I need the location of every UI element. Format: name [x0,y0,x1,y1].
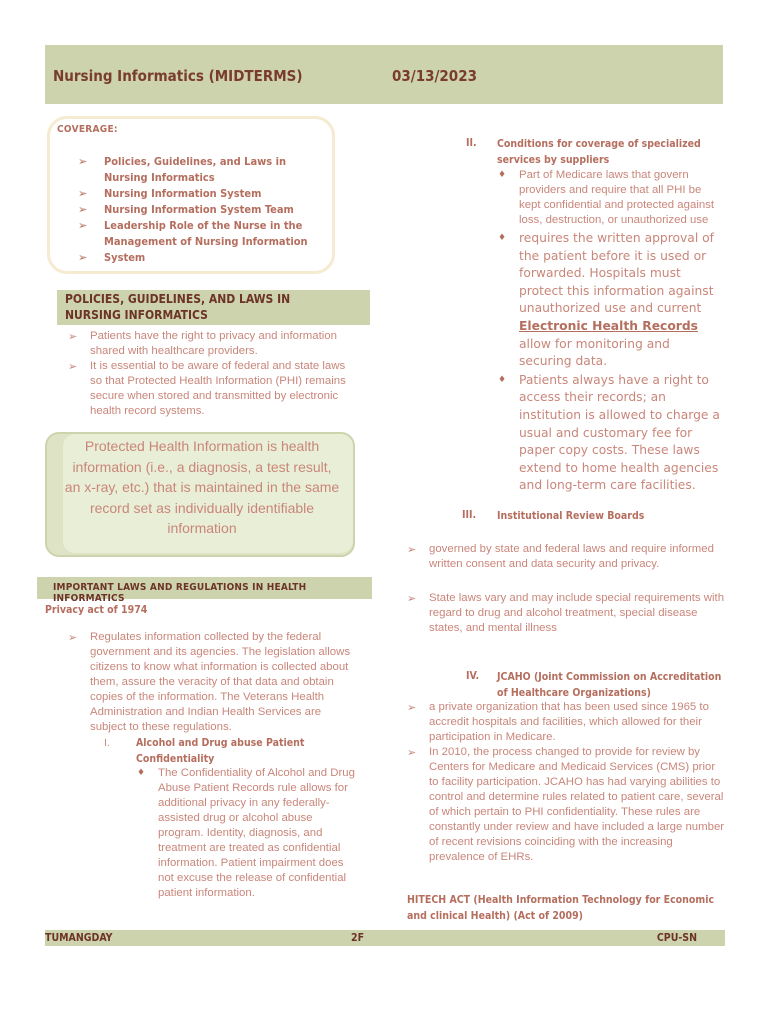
policies-list [68,329,360,419]
list-item: ➢ System [78,251,146,264]
privacy-act-list [68,630,360,735]
list-item: ♦ requires the written approval of the patient before it is used or forwarded. Hospitals must protect this information against unauthorized use and current Electronic Health Records allow for monitoring and securing data. [498,231,715,369]
list-item: ➢ governed by state and federal laws and require informed written consent and data security and privacy. [407,543,714,570]
arrow-bullet-icon: ➢ [407,592,417,605]
subsection-title: Institutional Review Boards [497,510,645,522]
arrow-bullet-icon: ➢ [68,330,78,343]
arrow-bullet-icon: ➢ [407,746,417,759]
coverage-conditions-list [498,168,724,495]
subsection-title: JCAHO (Joint Commission on Accreditation of Healthcare Organizations) [497,671,722,699]
jcaho-list [407,700,727,865]
diamond-bullet-icon: ♦ [498,233,507,243]
arrow-bullet-icon: ➢ [78,155,88,168]
list-item: ➢ Policies, Guidelines, and Laws in Nursing Informatics [78,155,287,184]
document-date: 03/13/2023 [392,67,477,85]
section-title: POLICIES, GUIDELINES, AND LAWS IN NURSING INFORMATICS [65,292,291,322]
section-title: IMPORTANT LAWS AND REGULATIONS IN HEALTH INFORMATICS [53,582,307,604]
diamond-bullet-icon: ♦ [498,374,507,385]
confidentiality-list [137,766,357,901]
arrow-bullet-icon: ➢ [78,203,88,216]
arrow-bullet-icon: ➢ [78,219,88,232]
diamond-bullet-icon: ♦ [137,768,146,778]
coverage-label: COVERAGE: [57,124,118,135]
page-header [45,45,723,104]
phi-callout-text: Protected Health Information is health information (i.e., a diagnosis, a test result, an x-ray, etc.) that is maintained in the same record set as individually identifiable information [64,438,340,536]
roman-numeral: III. [462,509,477,521]
list-item: ➢ Regulates information collected by the federal government and its agencies. The legislation allows citizens to know what information is collected about them, assure the veracity of that data and obtain copies of the information. The Veterans Health Administration and Indian Health Services are subject to these regulations. [68,631,351,733]
list-item: ➢ Nursing Information System Team [78,203,294,216]
arrow-bullet-icon: ➢ [407,543,417,556]
arrow-bullet-icon: ➢ [78,187,88,200]
roman-numeral: I. [104,737,110,749]
list-item: ➢ a private organization that has been used since 1965 to accredit hospitals and facilities, which allowed for their participation in Medicare. [407,701,709,743]
list-item: ➢ Patients have the right to privacy and information shared with healthcare providers. [68,330,337,357]
page-footer [45,930,725,946]
list-item: ♦ Part of Medicare laws that govern providers and require that all PHI be kept confidential and protected against loss, destruction, or unauthorized use [498,169,715,226]
coverage-list [78,154,318,266]
irb-list [407,542,725,636]
footer-school: CPU-SN [656,932,697,944]
subsection-title: Privacy act of 1974 [45,604,148,616]
roman-numeral: IV. [466,670,480,682]
arrow-bullet-icon: ➢ [78,251,88,264]
list-item: ➢ It is essential to be aware of federal and state laws so that Protected Health Information (PHI) remains secure when stored and transmitted by electronic health record systems. [68,360,346,417]
hitech-act-title: HITECH ACT (Health Information Technology for Economic and clinical Health) (Act of 2009) [407,894,715,922]
footer-page: 2F [351,932,365,944]
list-item: ➢ State laws vary and may include special requirements with regard to drug and alcohol treatment, special disease states, and mental illness [407,592,725,634]
section-heading-bar [37,577,372,604]
subsection-title: Alcohol and Drug abuse Patient Confidentiality [136,737,305,765]
section-heading-bar [57,290,370,325]
arrow-bullet-icon: ➢ [407,701,417,714]
footer-author: TUMANGDAY [45,932,113,944]
subsection-title: Conditions for coverage of specialized services by suppliers [497,138,701,166]
list-item: ➢ Nursing Information System [78,187,262,200]
arrow-bullet-icon: ➢ [68,631,78,644]
ehr-link[interactable]: Electronic Health Records [519,318,698,333]
list-item: ♦ The Confidentiality of Alcohol and Drug Abuse Patient Records rule allows for additional privacy in any federally-assisted drug or alcohol abuse program. Identity, diagnosis, and treatment are treated as confidential information. Patient impairment does not excuse the release of confidential patient information. [137,767,355,899]
list-item: ➢ In 2010, the process changed to provide for review by Centers for Medicare and Medicaid Services (CMS) prior to facility participation. JCAHO has had varying abilities to control and determine rules related to patient care, several of which pertain to PHI confidentiality. These rules are constantly under review and have included a large number of recent revisions coinciding with the increasing prevalence of EHRs. [407,746,725,863]
document-title: Nursing Informatics (MIDTERMS) [53,67,303,85]
list-item: ➢ Leadership Role of the Nurse in the Management of Nursing Information [78,219,308,248]
list-item: ♦ Patients always have a right to access their records; an institution is allowed to charge a usual and customary fee for paper copy costs. These laws extend to home health agencies and long-term care facilities. [498,372,720,493]
roman-numeral: II. [466,137,477,149]
arrow-bullet-icon: ➢ [68,360,78,373]
diamond-bullet-icon: ♦ [498,170,507,180]
